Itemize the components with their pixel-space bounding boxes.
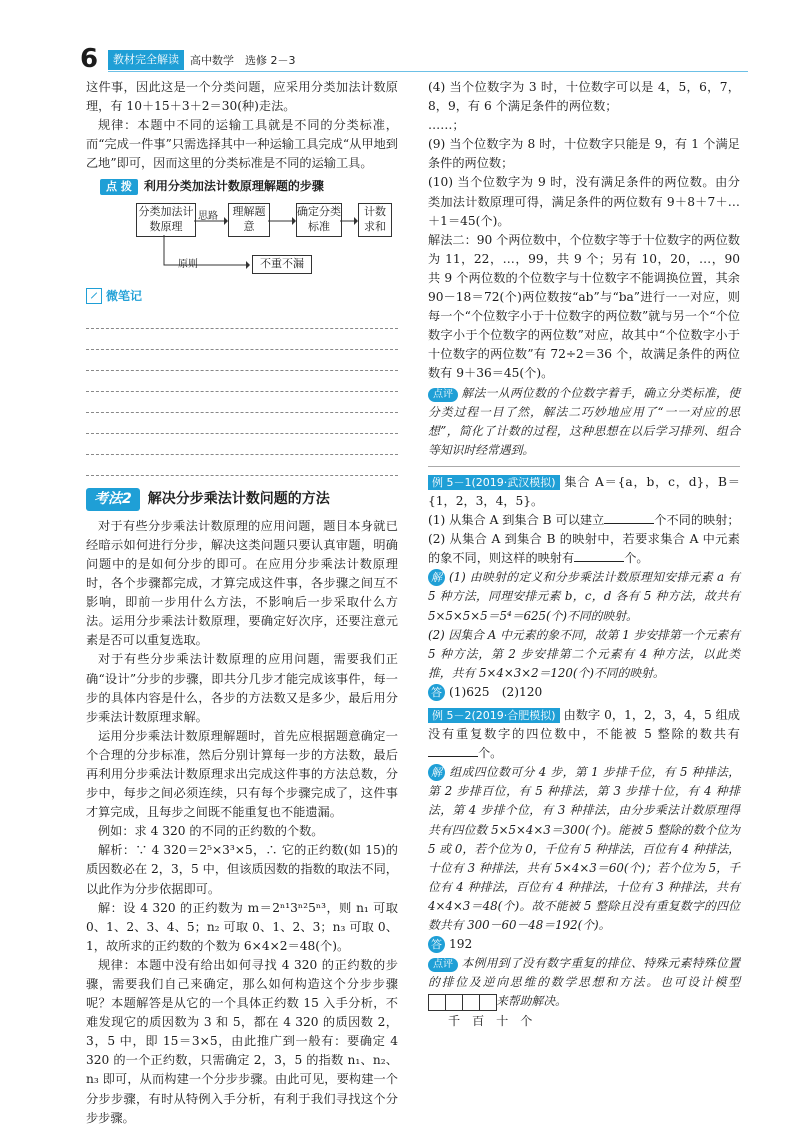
solution-badge: 解 xyxy=(428,764,445,781)
paragraph: 规律：本题中不同的运输工具就是不同的分类标准，而“完成一件事”只需选择其中一种运输工具完成“从甲地到乙地”即可，因而这里的分类标准是不同的运输工具。 xyxy=(86,118,398,171)
example-tag: 例 5－1(2019·武汉模拟) xyxy=(428,475,560,490)
flow-box-understand: 理解题意 xyxy=(228,203,270,237)
flow-label-approach: 思路 xyxy=(198,210,218,222)
solution xyxy=(428,568,740,625)
flow-connector xyxy=(162,235,252,269)
tip-title: 利用分类加法计数原理解题的步骤 xyxy=(143,179,324,194)
question-text: 个。 xyxy=(624,551,649,566)
header-divider xyxy=(108,71,748,72)
example-5-1 xyxy=(428,473,740,511)
flow-arrow xyxy=(194,201,228,237)
method-header xyxy=(86,488,398,511)
paragraph: 解析：∵ 4 320＝2⁵×3³×5，∴ 它的正约数(如 15)的质因数必在 2，3，5 中，但该质因数的指数的取法不同，以此作为分步依据即可。 xyxy=(86,843,398,896)
answer-text: (1)625 (2)120 xyxy=(449,684,543,699)
pencil-icon xyxy=(86,288,102,304)
paragraph: 对于有些分步乘法计数原理的应用问题，需要我们正确“设计”分步的步骤，即共分几步才能完成该事件，每一步的具体内容是什么，各步的方法数又是多少，最后用分步乘法计数原理求解。 xyxy=(86,652,398,724)
answer-badge: 答 xyxy=(428,684,445,701)
solution-text: 组成四位数可分 4 步，第 1 步排千位，有 5 种排法，第 2 步排百位，有 5 种排法，第 3 步排十位，有 4 种排法，第 4 步排个位，有 3 种排法，由分步乘法计数原理得共有四位数 5×5×4×3＝300(个)。能被 5 整除的数个位为 5 或 0，若个位为 0，千位有 5 种排法，百位有 4 种排法，十位有 3 种排法，共有 5×4×3＝60(个)；若个位为 5，千位有 4 种排法，百位有 4 种排法，十位有 3 种排法，共有 4×4×3＝48(个)。故不能被 5 整除且没有重复数字的四位数共有 300－60－48＝192(个)。 xyxy=(428,765,740,933)
answer-blank xyxy=(428,744,478,757)
question xyxy=(428,530,740,568)
example-5-2 xyxy=(428,706,740,763)
example-tag: 例 5－2(2019·合肥模拟) xyxy=(428,708,560,723)
question-text: (2) 从集合 A 到集合 B 的映射中，若要求集合 A 中元素的象不同，则这样的映射有 xyxy=(428,532,740,566)
method-tag: 考法2 xyxy=(86,488,140,511)
note-line xyxy=(86,371,398,392)
flow-arrow xyxy=(268,201,296,237)
example-text: 由数字 0，1，2，3，4，5 组成没有重复数字的四位数中，不能被 5 整除的数共有 xyxy=(428,708,740,742)
digit-model-cells xyxy=(428,994,496,1011)
flow-label-principle: 原则 xyxy=(178,258,198,270)
paragraph: 例如：求 4 320 的不同的正约数的个数。 xyxy=(98,824,324,839)
notes-title: 微笔记 xyxy=(106,288,143,303)
answer xyxy=(428,935,740,954)
comment-text: 解法一从两位数的个位数字着手，确立分类标准，使分类过程一目了然，解法二巧妙地应用了“一一对应的思想”，简化了计数的过程，这种思想在以后学习排列、组合等知识时经常遇到。 xyxy=(428,385,740,457)
solution-text: (1) 由映射的定义和分步乘法计数原理知安排元素 a 有 5 种方法，同理安排元素 b，c，d 各有 5 种方法，故共有 5×5×5×5＝5⁴＝625(个)不同的映射。 xyxy=(428,570,740,623)
note-line xyxy=(86,413,398,434)
paragraph: 运用分步乘法计数原理解题时，首先应根据题意确定一个合理的分步标准，然后分别计算每一步的方法数，最后再利用分步乘法计数原理求出完成这件事的方法总数，分步中，每步之间必须连续，只有每个步骤完成了，这件事才算完成，且每步之间既不能重复也不能遗漏。 xyxy=(86,728,398,820)
solution xyxy=(428,763,740,935)
comment-text: 来帮助解决。 xyxy=(496,994,567,1009)
method-title: 解决分步乘法计数问题的方法 xyxy=(147,490,330,507)
series-tag: 教材完全解读 xyxy=(108,50,184,70)
question-text: (1) 从集合 A 到集合 B 可以建立 xyxy=(428,513,605,528)
model-labels: 千 百 十 个 xyxy=(448,1013,537,1028)
example-text: 个。 xyxy=(478,746,503,761)
paragraph: ……； xyxy=(428,118,465,133)
answer-blank xyxy=(574,549,624,562)
example-text: 集合 A＝{a，b，c，d}，B＝{1，2，3，4，5}。 xyxy=(428,474,740,508)
notes-header xyxy=(86,287,398,306)
note-line xyxy=(86,329,398,350)
right-column xyxy=(428,78,740,1031)
answer-blank xyxy=(604,511,654,524)
flowchart xyxy=(86,201,398,281)
divider xyxy=(428,466,740,467)
comment-text: 本例用到了没有数字重复的排位、特殊元素特殊位置的排位及逆向思维的数学思想和方法。也可设计模型 xyxy=(428,956,740,990)
paragraph: 对于有些分步乘法计数原理的应用问题，题目本身就已经暗示如何进行分步，解决这类问题只要认真审题，明确问题中的是如何分步的即可。在应用分步乘法计数原理时，各个步骤都完成，才算完成这件事，各步骤之间互不影响，即前一步用什么方法，不影响后一步采取什么方法。运用分步乘法计数原理，要确定好次序，还要注意元素是否可以重复选取。 xyxy=(86,518,398,648)
comment-tag: 点评 xyxy=(428,958,458,972)
flow-arrow xyxy=(340,201,358,237)
answer-text: 192 xyxy=(449,937,473,952)
tip-tag: 点 拨 xyxy=(100,179,138,195)
paragraph: 规律：本题中没有给出如何寻找 4 320 的正约数的步骤，需要我们自己来确定，那么如何构造这个分步步骤呢？本题解答是从它的一个具体正约数 15 入手分析，不难发现它的质因数为 3 和 5，都在 4 320 的质因数 2，3，5 中，即 15＝3×5，由此推广到一般有：要确定 4 320 的一个正约数，只需确定 2，3，5 的指数 n₁、n₂、n₃ 即可，从而构建一个分步步骤。由此可见，要构建一个分步步骤，有时从特例入手分析，有利于我们寻找这个分步步骤。 xyxy=(86,957,398,1125)
question xyxy=(428,511,740,530)
left-column xyxy=(86,78,398,1128)
notes-area[interactable] xyxy=(86,308,398,476)
paragraph: 解法二：90 个两位数中，个位数字等于十位数字的两位数为 11，22，…，99，共 9 个；另有 10，20，…，90 共 9 个两位数的个位数字与十位数字不能调换位置，其余 90－18＝72(个)两位数按“ab”与“ba”进行一一对应，则每一个“个位数字小于十位数字的两位数”就与另一个“个位数字小于个位数字的两位数”对应，故其中“个位数字小于十位数字的两位数”有 72÷2＝36 个，故满足条件的两位数有 9＋36＝45(个)。 xyxy=(428,232,740,381)
paragraph: 解：设 4 320 的正约数为 m＝2ⁿ¹3ⁿ²5ⁿ³，则 n₁ 可取 0、1、2、3、4、5；n₂ 可取 0、1、2、3；n₃ 可取 0、1，故所求的正约数的个数为 6×4×2＝48(个)。 xyxy=(86,900,398,953)
flow-box-criteria: 确定分类标准 xyxy=(296,203,342,237)
flow-box-principle: 分类加法计数原理 xyxy=(136,203,196,237)
answer-badge: 答 xyxy=(428,936,445,953)
note-line xyxy=(86,455,398,476)
comment-block xyxy=(428,384,740,460)
note-line xyxy=(86,392,398,413)
note-line xyxy=(86,308,398,329)
solution-badge: 解 xyxy=(428,569,445,586)
paragraph: 这件事，因此这是一个分类问题，应采用分类加法计数原理，有 10＋15＋3＋2＝30(种)走法。 xyxy=(86,80,398,114)
page-number: 6 xyxy=(80,44,99,74)
page-header xyxy=(108,50,302,70)
paragraph: (4) 当个位数字为 3 时，十位数字可以是 4，5，6，7，8，9，有 6 个满足条件的两位数； xyxy=(428,80,740,114)
tip-header xyxy=(100,177,398,196)
comment-block xyxy=(428,954,740,1011)
comment-tag: 点评 xyxy=(428,388,458,402)
flow-box-count: 计数求和 xyxy=(358,203,392,237)
paragraph: (9) 当个位数字为 8 时，十位数字只能是 9，有 1 个满足条件的两位数； xyxy=(428,137,740,171)
subject-label: 高中数学 选修 2－3 xyxy=(190,54,296,67)
paragraph: (10) 当个位数字为 9 时，没有满足条件的两位数。由分类加法计数原理可得，满足条件的两位数有 9＋8＋7＋…＋1＝45(个)。 xyxy=(428,175,740,228)
solution: (2) 因集合 A 中元素的象不同，故第 1 步安排第一个元素有 5 种方法，第 2 步安排第二个元素有 4 种方法，以此类推，共有 5×4×3×2＝120(个)不同的映射。 xyxy=(428,627,740,680)
note-line xyxy=(86,434,398,455)
answer xyxy=(428,683,740,702)
flow-box-complete: 不重不漏 xyxy=(252,255,312,274)
question-text: 个不同的映射； xyxy=(654,513,740,528)
note-line xyxy=(86,350,398,371)
